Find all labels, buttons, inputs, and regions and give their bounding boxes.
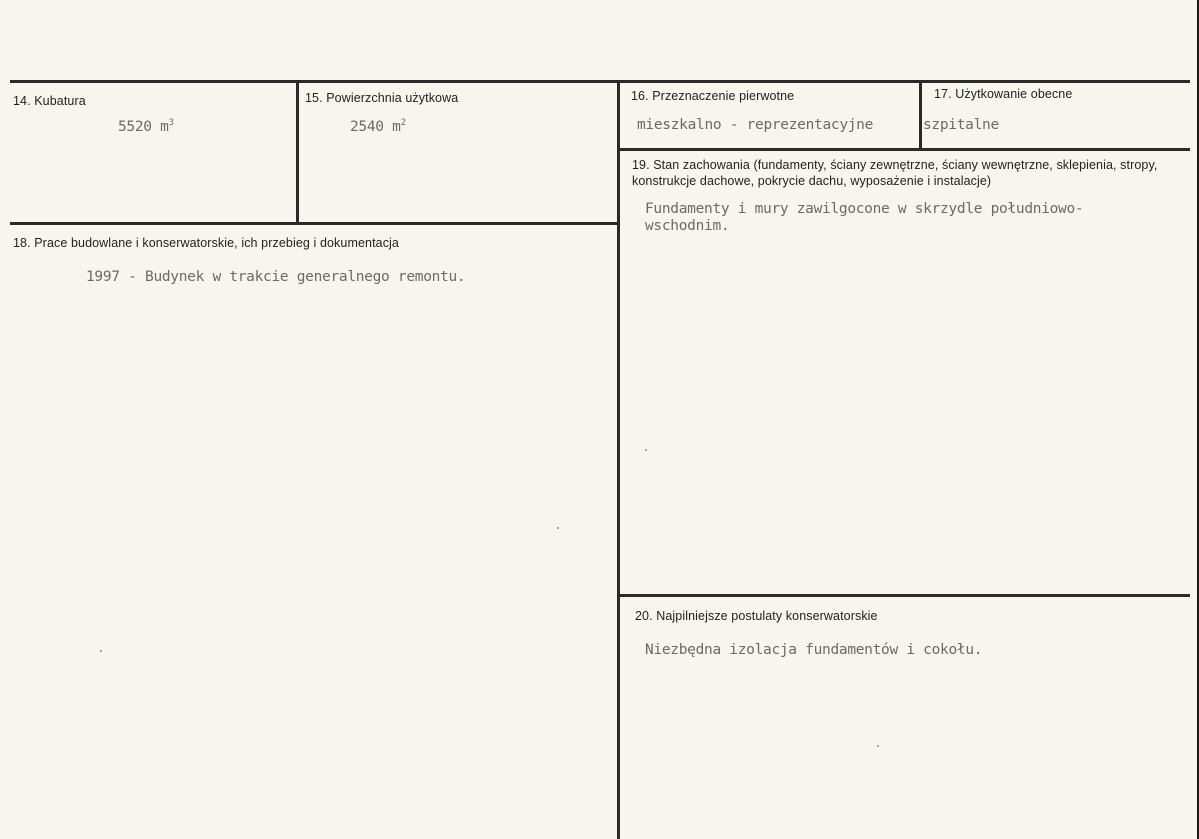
divider-19-20 bbox=[619, 594, 1190, 597]
field-18-value: 1997 - Budynek w trakcie generalnego remontu. bbox=[86, 269, 466, 285]
field-15-value: 2540 $m^2$ bbox=[350, 118, 406, 135]
field-19-value: Fundamenty i mury zawilgocone w skrzydle południowo-wschodnim. bbox=[645, 201, 1084, 234]
field-16-value: mieszkalno - reprezentacyjne bbox=[637, 117, 874, 133]
field-18-label: 18. Prace budowlane i konserwatorskie, ich przebieg i dokumentacja bbox=[13, 236, 399, 250]
speck bbox=[557, 527, 559, 529]
divider-16-19 bbox=[619, 148, 1190, 151]
divider-15-16 bbox=[617, 82, 620, 839]
field-19-label: 19. Stan zachowania (fundamenty, ściany zewnętrzne, ściany wewnętrzne, sklepienia, stropy, konstrukcje dachowe, pokrycie dachu, wyposażenie i instalacje) bbox=[632, 158, 1158, 188]
field-16-label: 16. Przeznaczenie pierwotne bbox=[631, 89, 795, 103]
divider-row1-18 bbox=[10, 222, 619, 225]
speck bbox=[645, 449, 647, 451]
field-15-label: 15. Powierzchnia użytkowa bbox=[305, 91, 459, 105]
field-20-label: 20. Najpilniejsze postulaty konserwatorskie bbox=[635, 609, 878, 623]
field-14-label: 14. Kubatura bbox=[13, 94, 86, 108]
top-border bbox=[10, 80, 1190, 83]
field-14-value: 5520 $m^3$ bbox=[118, 118, 174, 135]
field-17-value: szpitalne bbox=[923, 117, 999, 133]
field-17-label: 17. Użytkowanie obecne bbox=[934, 87, 1073, 101]
speck bbox=[877, 745, 879, 747]
speck bbox=[100, 650, 102, 652]
divider-14-15 bbox=[296, 82, 299, 225]
field-20-value: Niezbędna izolacja fundamentów i cokołu. bbox=[645, 642, 983, 658]
divider-16-17 bbox=[919, 80, 922, 150]
